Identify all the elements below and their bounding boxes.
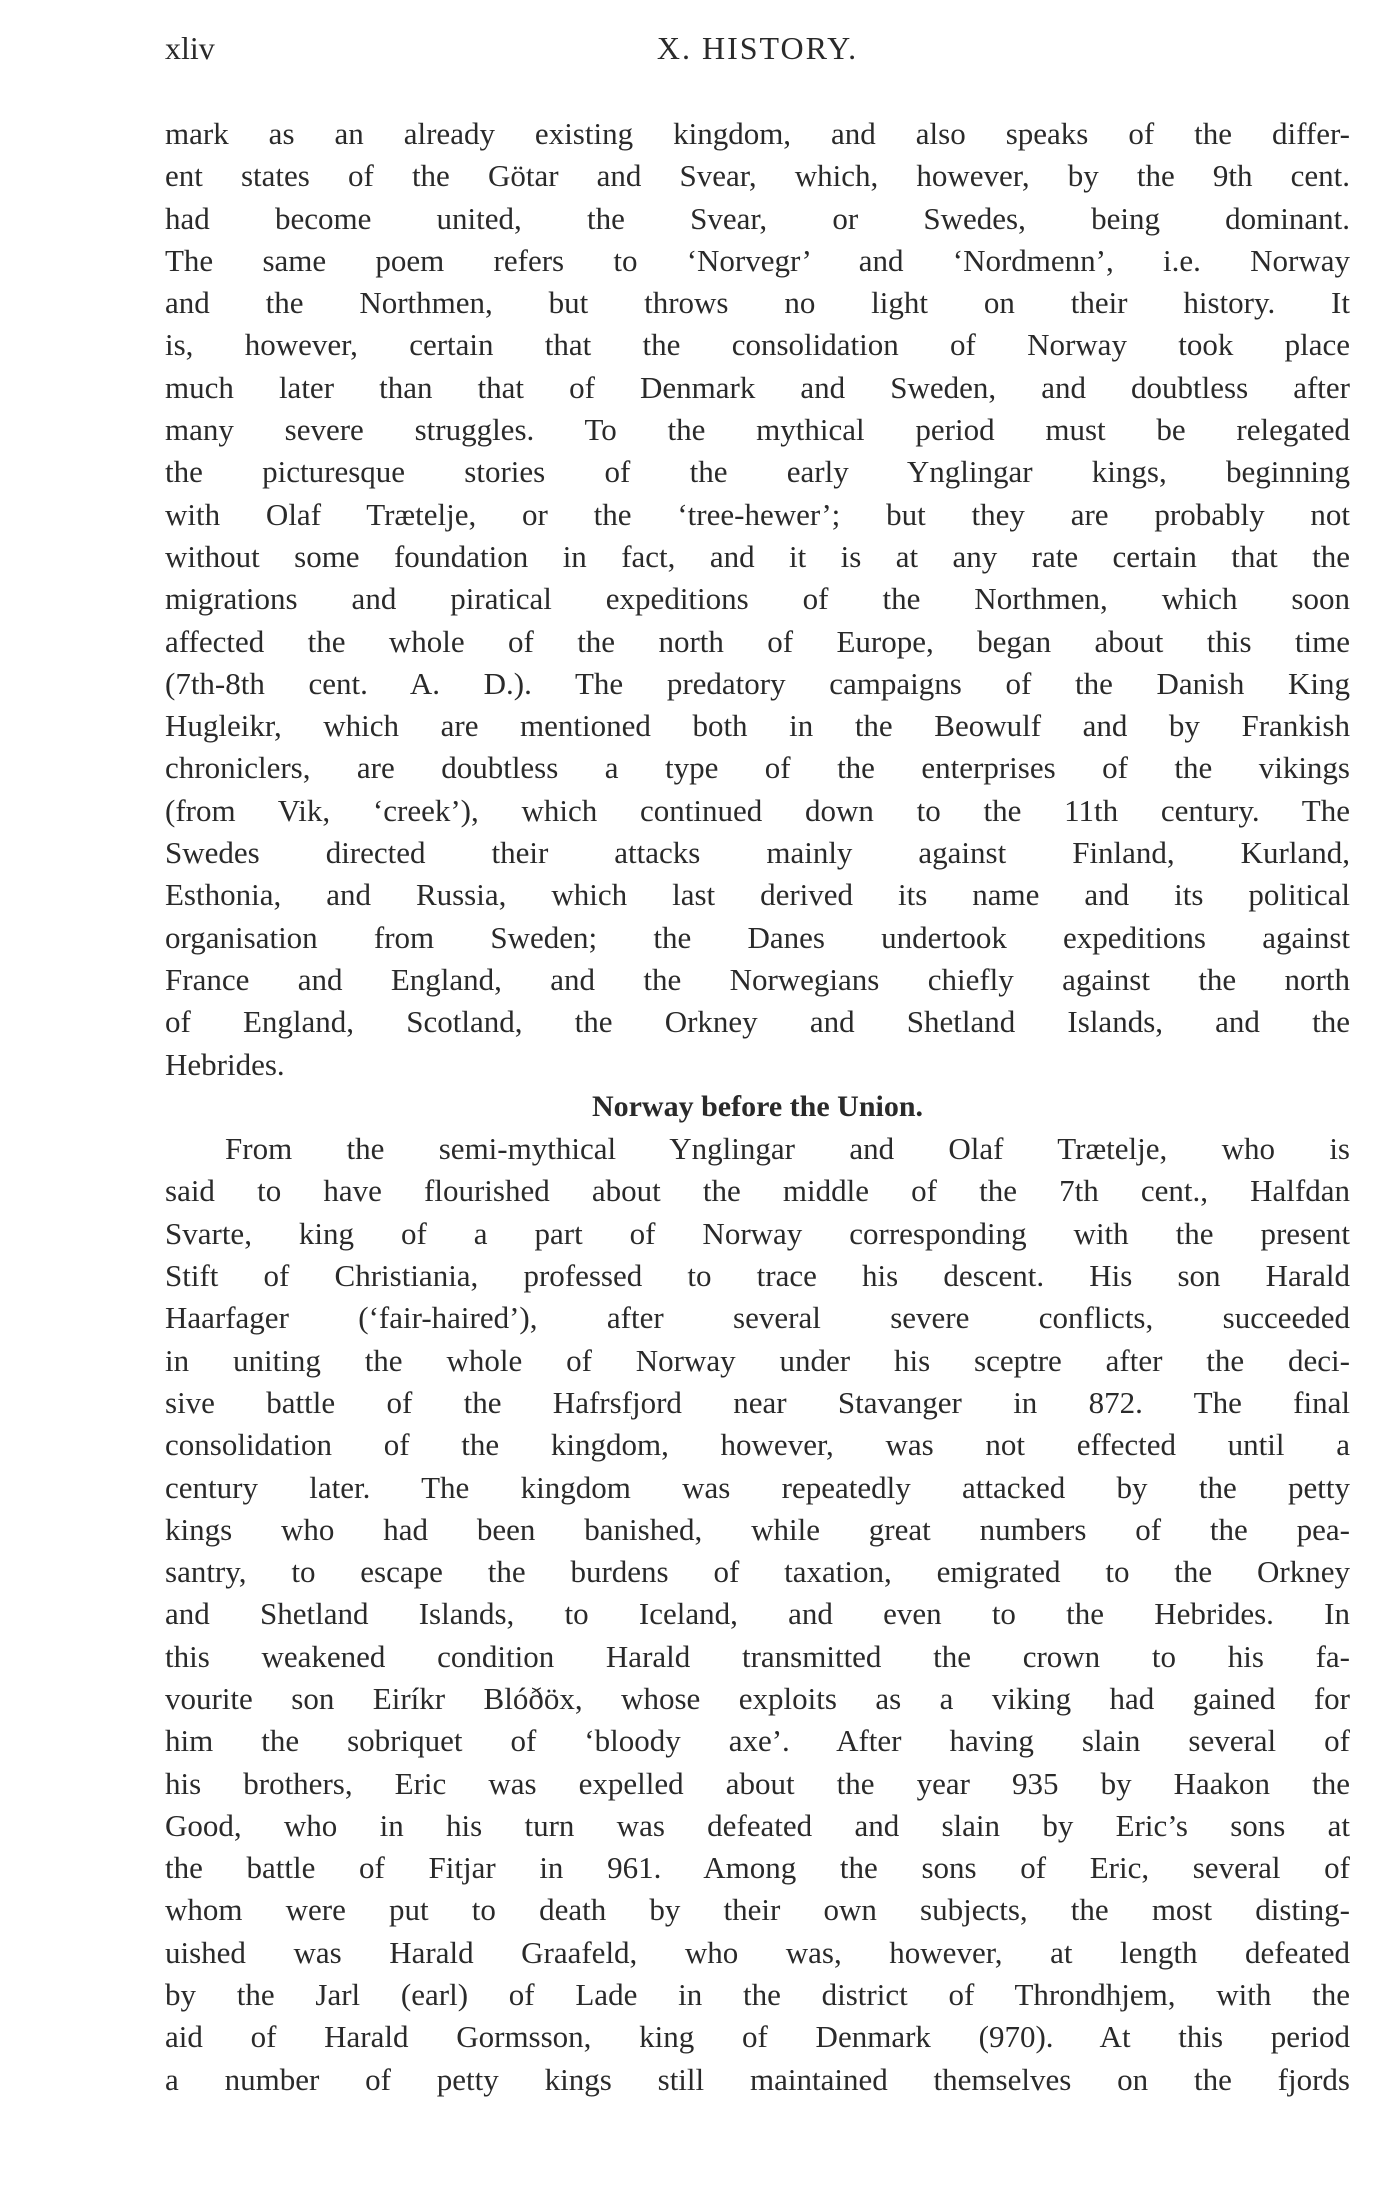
- text-line: and Shetland Islands, to Iceland, and even to the Hebrides. In: [165, 1596, 1350, 1632]
- text-line: uished was Harald Graafeld, who was, however, at length defeated: [165, 1934, 1350, 1970]
- text-line: with Olaf Trætelje, or the ‘tree-hewer’; but they are probably not: [165, 496, 1350, 532]
- text-line: Good, who in his turn was defeated and slain by Eric’s sons at: [165, 1807, 1350, 1843]
- text-line: many severe struggles. To the mythical period must be relegated: [165, 412, 1350, 448]
- text-line: and the Northmen, but throws no light on their history. It: [165, 285, 1350, 321]
- text-line: From the semi-mythical Ynglingar and Olaf Trætelje, who is: [225, 1131, 1350, 1167]
- text-line: The same poem refers to ‘Norvegr’ and ‘Nordmenn’, i.e. Norway: [165, 242, 1350, 278]
- text-line: Swedes directed their attacks mainly against Finland, Kurland,: [165, 835, 1350, 871]
- text-line: kings who had been banished, while great numbers of the pea-: [165, 1511, 1350, 1547]
- text-line: chroniclers, are doubtless a type of the enterprises of the vikings: [165, 750, 1350, 786]
- text-line: of England, Scotland, the Orkney and Shetland Islands, and the: [165, 1004, 1350, 1040]
- text-line: (7th-8th cent. A. D.). The predatory campaigns of the Danish King: [165, 665, 1350, 701]
- text-line: a number of petty kings still maintained themselves on the fjords: [165, 2061, 1350, 2097]
- running-title: X. HISTORY.: [656, 30, 859, 66]
- page-number: xliv: [165, 30, 215, 66]
- text-line: Hebrides.: [165, 1046, 285, 1082]
- text-line: Svarte, king of a part of Norway corresponding with the present: [165, 1215, 1350, 1251]
- text-line: had become united, the Svear, or Swedes, being dominant.: [165, 200, 1350, 236]
- text-line: by the Jarl (earl) of Lade in the district of Throndhjem, with the: [165, 1977, 1350, 2013]
- text-line: whom were put to death by their own subjects, the most disting-: [165, 1892, 1350, 1928]
- text-line: Esthonia, and Russia, which last derived its name and its political: [165, 877, 1350, 913]
- text-line: the picturesque stories of the early Ynglingar kings, beginning: [165, 454, 1350, 490]
- text-line: without some foundation in fact, and it is at any rate certain that the: [165, 538, 1350, 574]
- text-line: vourite son Eiríkr Blóðöx, whose exploits as a viking had gained for: [165, 1680, 1350, 1716]
- text-line: (from Vik, ‘creek’), which continued down to the 11th century. The: [165, 792, 1350, 828]
- text-line: consolidation of the kingdom, however, was not effected until a: [165, 1427, 1350, 1463]
- text-line: is, however, certain that the consolidation of Norway took place: [165, 327, 1350, 363]
- text-line: France and England, and the Norwegians chiefly against the north: [165, 961, 1350, 997]
- text-line: Stift of Christiania, professed to trace his descent. His son Harald: [165, 1258, 1350, 1294]
- text-line: in uniting the whole of Norway under his sceptre after the deci-: [165, 1342, 1350, 1378]
- text-line: Haarfager (‘fair-haired’), after several severe conflicts, succeeded: [165, 1300, 1350, 1336]
- text-line: Hugleikr, which are mentioned both in the Beowulf and by Frankish: [165, 708, 1350, 744]
- text-line: said to have flourished about the middle of the 7th cent., Halfdan: [165, 1173, 1350, 1209]
- section-heading: Norway before the Union.: [591, 1089, 924, 1123]
- text-line: santry, to escape the burdens of taxation, emigrated to the Orkney: [165, 1554, 1350, 1590]
- text-line: sive battle of the Hafrsfjord near Stavanger in 872. The final: [165, 1384, 1350, 1420]
- text-line: his brothers, Eric was expelled about the year 935 by Haakon the: [165, 1765, 1350, 1801]
- body-text: [165, 113, 1350, 2101]
- text-line: affected the whole of the north of Europe, began about this time: [165, 623, 1350, 659]
- text-line: migrations and piratical expeditions of the Northmen, which soon: [165, 581, 1350, 617]
- text-line: aid of Harald Gormsson, king of Denmark (970). At this period: [165, 2019, 1350, 2055]
- text-line: the battle of Fitjar in 961. Among the sons of Eric, several of: [165, 1850, 1350, 1886]
- text-line: this weakened condition Harald transmitted the crown to his fa-: [165, 1638, 1350, 1674]
- text-line: century later. The kingdom was repeatedly attacked by the petty: [165, 1469, 1350, 1505]
- text-line: him the sobriquet of ‘bloody axe’. After having slain several of: [165, 1723, 1350, 1759]
- text-line: mark as an already existing kingdom, and also speaks of the differ-: [165, 116, 1350, 151]
- running-head: [165, 30, 1350, 74]
- text-line: organisation from Sweden; the Danes undertook expeditions against: [165, 919, 1350, 955]
- text-line: ent states of the Götar and Svear, which, however, by the 9th cent.: [165, 158, 1350, 194]
- text-line: much later than that of Denmark and Sweden, and doubtless after: [165, 369, 1350, 405]
